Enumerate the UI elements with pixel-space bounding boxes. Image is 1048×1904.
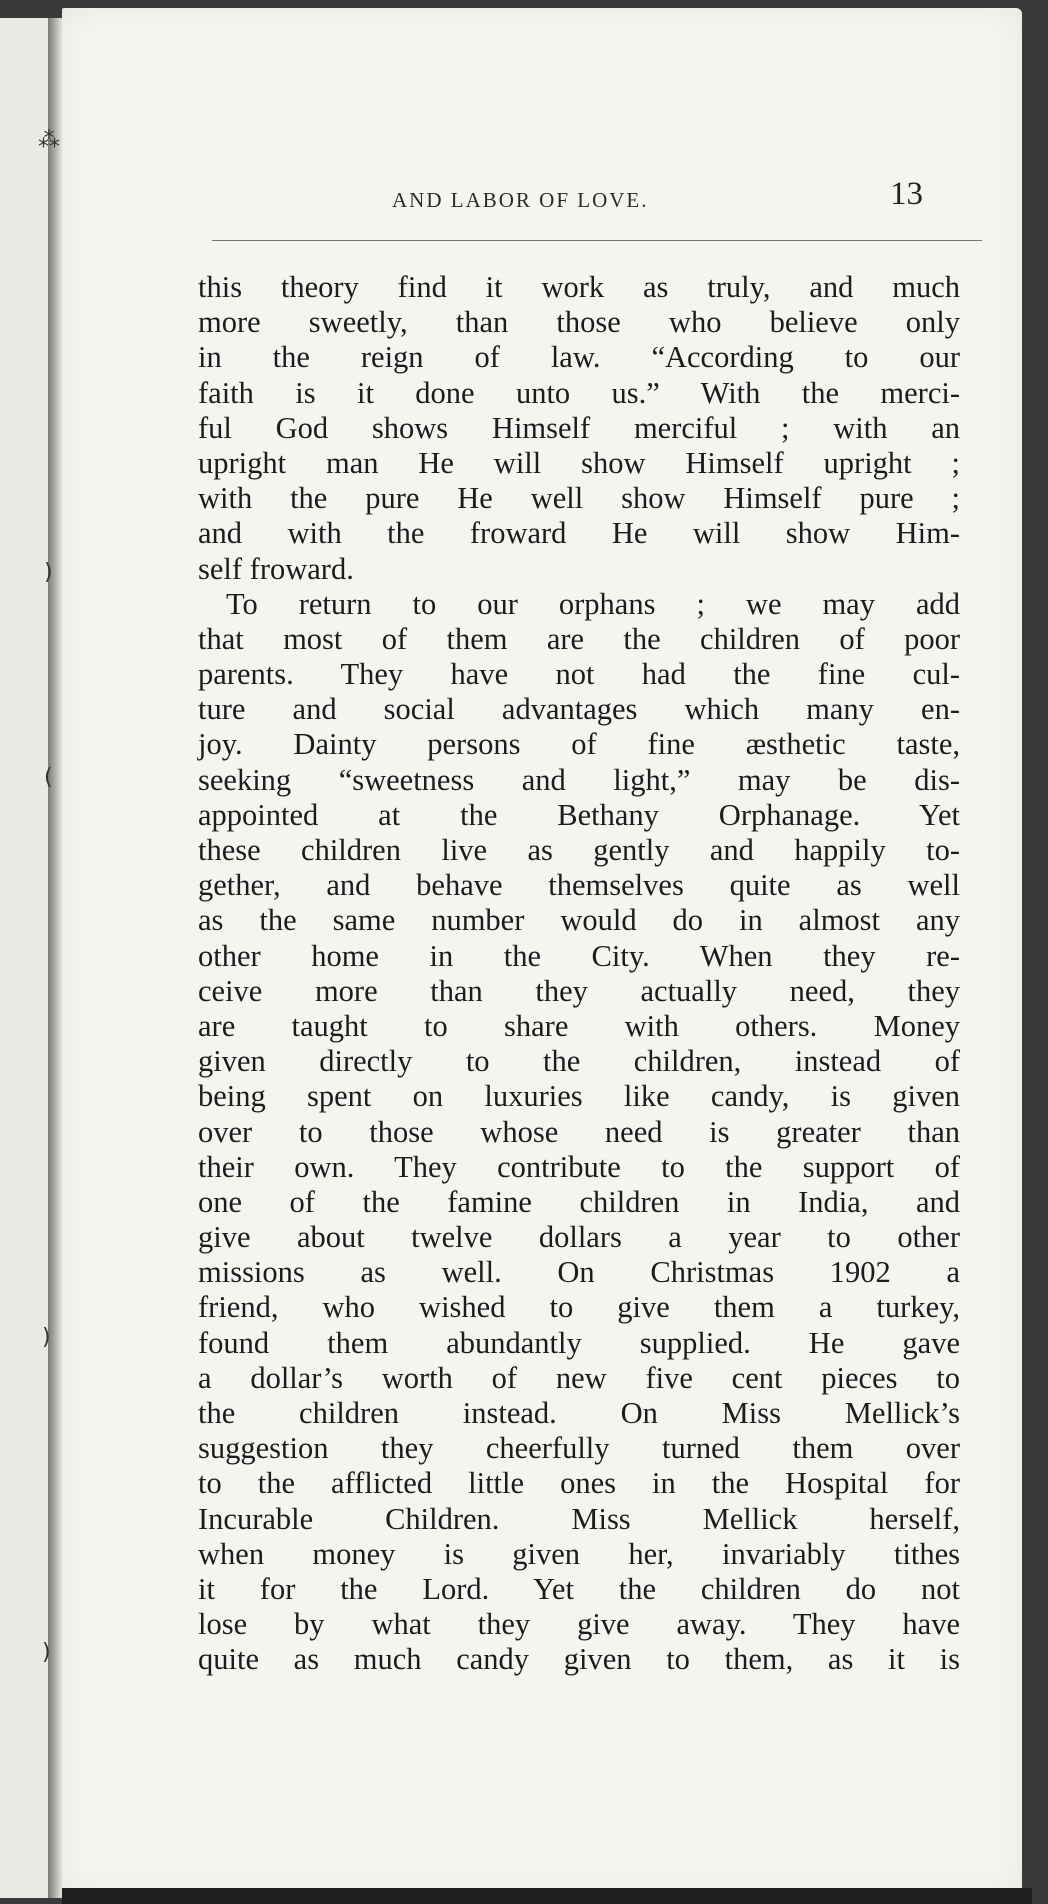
text-line: it for the Lord. Yet the children do not <box>198 1571 960 1606</box>
text-line: parents. They have not had the fine cul- <box>198 657 960 692</box>
text-line: self froward. <box>198 551 354 586</box>
text-line: appointed at the Bethany Orphanage. Yet <box>198 797 960 832</box>
binding-mark: ⁂ <box>38 128 60 153</box>
text-line: ceive more than they actually need, they <box>198 973 960 1008</box>
text-line: over to those whose need is greater than <box>198 1114 960 1149</box>
text-line: found them abundantly supplied. He gave <box>198 1325 960 1360</box>
text-line: joy. Dainty persons of fine æsthetic taste, <box>198 727 960 762</box>
text-line: the children instead. On Miss Mellick’s <box>198 1396 960 1430</box>
text-line: quite as much candy given to them, as it is <box>198 1642 960 1677</box>
page-number: 13 <box>890 176 923 212</box>
text-line: their own. They contribute to the support of <box>198 1149 960 1184</box>
header-rule <box>212 240 982 241</box>
text-line: with the pure He well show Himself pure ; <box>198 481 960 516</box>
text-line: given directly to the children, instead of <box>198 1044 960 1079</box>
binding-mark: ) <box>42 1325 51 1350</box>
book-page <box>62 8 1022 1894</box>
text-line: these children live as gently and happily to- <box>198 833 960 867</box>
text-line: and with the froward He will show Him- <box>198 516 960 551</box>
text-line: lose by what they give away. They have <box>198 1607 960 1642</box>
text-line: give about twelve dollars a year to other <box>198 1220 960 1255</box>
text-line: Incurable Children. Miss Mellick herself, <box>198 1501 960 1536</box>
text-line: a dollar’s worth of new five cent pieces to <box>198 1360 960 1395</box>
text-line: ful God shows Himself merciful ; with an <box>198 410 960 445</box>
text-line: upright man He will show Himself upright ; <box>198 445 960 480</box>
text-line: To return to our orphans ; we may add <box>226 586 960 621</box>
text-line: being spent on luxuries like candy, is given <box>198 1079 960 1114</box>
text-line: suggestion they cheerfully turned them over <box>198 1431 960 1466</box>
text-line: one of the famine children in India, and <box>198 1184 960 1219</box>
text-line: ture and social advantages which many en- <box>198 692 960 727</box>
text-line: to the afflicted little ones in the Hospital for <box>198 1466 960 1501</box>
text-line: are taught to share with others. Money <box>198 1008 960 1043</box>
book-spine <box>48 18 62 1898</box>
page-bottom-edge <box>62 1888 1032 1904</box>
text-line: more sweetly, than those who believe only <box>198 305 960 340</box>
text-line: other home in the City. When they re- <box>198 938 960 973</box>
text-line: faith is it done unto us.” With the merci- <box>198 375 960 410</box>
text-line: seeking “sweetness and light,” may be dis- <box>198 762 960 797</box>
binding-mark: ( <box>44 765 53 790</box>
text-line: gether, and behave themselves quite as well <box>198 868 960 903</box>
text-line: that most of them are the children of poor <box>198 621 960 656</box>
binding-mark: ) <box>42 1640 51 1665</box>
body-text <box>198 270 960 1678</box>
text-line: in the reign of law. “According to our <box>198 340 960 375</box>
running-head: AND LABOR OF LOVE. <box>392 188 649 212</box>
text-line: this theory find it work as truly, and much <box>198 270 960 304</box>
text-line: friend, who wished to give them a turkey, <box>198 1290 960 1325</box>
text-line: when money is given her, invariably tithes <box>198 1536 960 1571</box>
text-line: as the same number would do in almost any <box>198 903 960 938</box>
binding-mark: ) <box>44 560 53 585</box>
text-line: missions as well. On Christmas 1902 a <box>198 1255 960 1290</box>
